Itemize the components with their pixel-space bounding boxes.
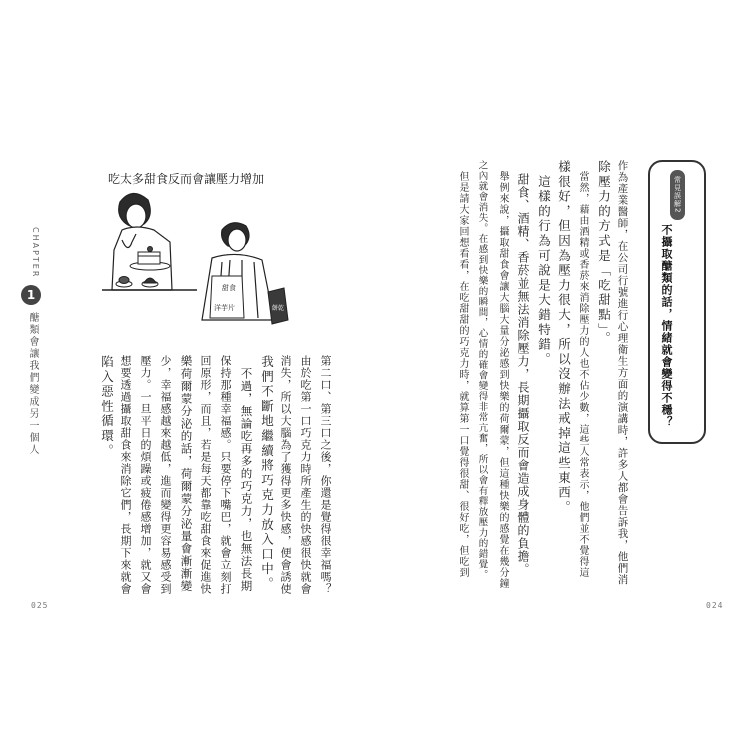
woman-figure — [112, 193, 172, 290]
body-column: 不過，無論吃再多的巧克力，也無法長期 — [239, 355, 254, 593]
body-column: 壓力。一旦平日的煩躁或疲倦感增加，就又會 — [139, 355, 152, 595]
body-column: 除壓力的方式是「吃甜點」。 — [596, 160, 612, 347]
body-column: 我們不斷地繼續將巧克力放入口中。 — [259, 355, 275, 592]
cookie-box-label: 餅乾 — [272, 305, 285, 312]
body-column: 第二口、第三口之後，你還是覺得很幸福嗎？ — [319, 355, 332, 595]
body-column: 回原形，而且，若是每天都靠吃甜食來促進快 — [199, 355, 212, 595]
chapter-number-badge: 1 — [21, 285, 41, 305]
chapter-title: 醣類會讓我們變成另一個人 — [27, 312, 38, 456]
body-column: 作為產業醫師，在公司行號進行心理衛生方面的演講時，許多人都會告訴我，他們消 — [616, 160, 629, 586]
chapter-label: CHAPTER — [31, 227, 40, 279]
illustration-caption: 吃太多甜食反而會讓壓力增加 — [108, 172, 265, 186]
body-column: 保持那種幸福感。只要停下嘴巴，就會立刻打 — [219, 355, 232, 595]
body-column: 想要透過攝取甜食來消除它們，長期下來就會 — [119, 355, 132, 595]
body-column: 樂荷爾蒙分泌的話，荷爾蒙分泌量會漸漸變 — [179, 355, 194, 593]
body-column: 甜食、酒精、香菸並無法消除壓力，長期攝取反而會造成身體的負擔。 — [516, 160, 530, 576]
body-column: 少，幸福感越來越低，進而變得更容易感受到 — [159, 355, 172, 595]
sweets-label: 甜食 — [222, 284, 236, 292]
misconception-badge: 常見誤解2 — [670, 170, 685, 220]
body-column: 但是請大家回想看看，在吃甜甜的巧克力時，就算第一口覺得很甜、很好吃，但吃到 — [457, 160, 468, 578]
page-number: 025 — [31, 601, 49, 610]
body-column: 陷入惡性循環。 — [99, 355, 115, 459]
body-column: 舉例來說，攝取甜食會讓大腦大量分泌感到快樂的荷爾蒙，但這種快樂的感覺在幾分鐘 — [497, 160, 508, 589]
chips-label: 洋芋片 — [214, 304, 235, 312]
body-column: 這樣的行為可說是大錯特錯。 — [536, 160, 552, 368]
body-column: 消失，所以大腦為了獲得更多快感，便會誘使 — [279, 355, 292, 595]
body-column: 樣很好，但因為壓力很大，所以沒辦法戒掉這些東西。 — [556, 160, 572, 516]
page-title: 不攝取醣類的話，情緒就會變得不穩？ — [660, 224, 673, 428]
body-column: 當然，藉由酒精或香菸來消除壓力的人也不佔少數，這些人常表示，他們並不覺得這 — [577, 160, 588, 578]
body-column: 之內就會消失。在感到快樂的瞬間，心情的確會變得非常亢奮，所以會有釋放壓力的錯覺。 — [476, 160, 488, 580]
page-number: 024 — [706, 601, 724, 610]
stress-eating-illustration — [92, 180, 292, 330]
body-column: 由於吃第一口巧克力時所產生的快感很快就會 — [299, 355, 312, 595]
